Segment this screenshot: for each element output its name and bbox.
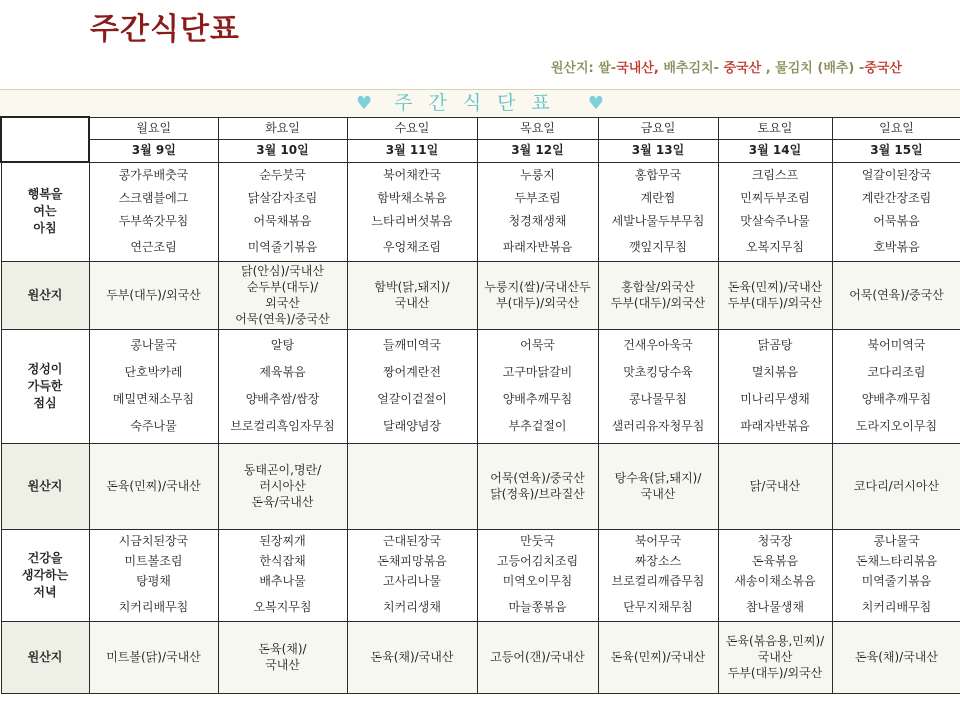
lunch_origin-cell [347,443,477,529]
menu-item: 미트볼조림 [124,554,183,568]
origin-text: 고등어(갠)/국내산 [490,650,585,664]
origin-text: 동태곤이,명란/ [243,463,322,477]
menu-item: 만둣국 [520,534,555,548]
lunch-menu-cell [218,329,347,443]
origin-text: 돈육(채)/국내산 [370,650,454,664]
lunch_origin-cell [218,443,347,529]
lunch_origin-label: 원산지 [1,443,89,529]
origin-text: 두부(대두)/외국산 [106,288,201,302]
dinner_origin-cell [89,621,218,693]
menu-item: 고등어김치조림 [496,554,579,568]
menu-item: 돈육볶음 [751,554,799,568]
origin-note-water-kimchi-prefix: , 물김치 (배추) - [761,61,865,76]
menu-item: 미역줄기볶음 [247,240,318,254]
menu-item: 양배추깨무침 [502,392,573,406]
menu-item: 스크램블에그 [118,191,189,205]
origin-note-water-kimchi-origin: 중국산 [864,61,902,76]
day-header: 금요일 [598,117,718,139]
date-header: 3월 14일 [718,139,832,162]
origin-text: 돈육(민찌)/국내산 [610,650,706,664]
menu-item: 북어미역국 [867,338,926,352]
origin-text: 홍합살/외국산 [621,280,695,294]
origin-text: 돈육(볶음용,민찌)/ [725,634,825,648]
menu-item: 콩나물무침 [629,392,687,406]
menu-item: 된장찌개 [259,534,306,548]
date-header: 3월 13일 [598,139,718,162]
breakfast-label-line: 여는 [33,204,57,219]
breakfast_origin-cell [477,261,598,329]
breakfast-menu-cell [218,162,347,261]
lunch-label [1,329,89,443]
origin-text: 국내산 [757,650,793,664]
dinner-label-line: 건강을 [27,550,63,565]
menu-item: 참나물생채 [746,600,804,614]
origin-text: 돈육(민찌)/국내산 [106,479,201,493]
dinner_origin-row [1,621,960,693]
dinner_origin-cell [598,621,718,693]
menu-item: 미나리무생채 [740,392,810,406]
origin-text: 닭(정육)/브라질산 [490,487,585,501]
menu-item: 숙주나물 [130,419,177,433]
menu-item: 콩나물국 [130,338,177,352]
menu-item: 파래자반볶음 [740,419,810,433]
origin-note-kimchi-origin: 중국산 [723,61,762,76]
menu-item: 순두붓국 [259,168,306,182]
lunch-menu-cell [347,329,477,443]
lunch-row [1,329,960,443]
breakfast-row [1,162,960,261]
dinner-label [1,529,89,621]
weekly-menu-banner [0,89,960,118]
origin-text: 국내산 [394,296,430,310]
menu-item: 우엉채조림 [383,240,441,254]
breakfast-menu-cell [598,162,718,261]
dinner_origin-cell [718,621,832,693]
origin-text: 국내산 [640,487,676,501]
origin-text: 러시아산 [259,479,306,493]
day-header: 화요일 [218,117,347,139]
lunch_origin-cell [477,443,598,529]
lunch-label-line: 정성이 [27,361,63,376]
breakfast_origin-row [1,261,960,329]
breakfast-menu-cell [718,162,832,261]
lunch_origin-row [1,443,960,529]
breakfast-menu-cell [832,162,960,261]
menu-item: 파래자반볶음 [502,240,573,254]
menu-table [0,116,960,694]
menu-item: 치커리배무침 [861,600,932,614]
origin-text: 돈육(민찌)/국내산 [727,280,823,294]
breakfast-label-line: 아침 [33,221,57,236]
dinner-menu-cell [718,529,832,621]
menu-item: 브로컬리깨즙무침 [611,574,705,588]
menu-item: 치커리생채 [383,600,441,614]
day-row [1,117,960,139]
breakfast-label-line: 행복을 [27,187,63,202]
date-header: 3월 12일 [477,139,598,162]
lunch_origin-cell [718,443,832,529]
banner-title: 주간식단표 [394,92,566,114]
page-title: 주간식단표 [90,12,240,47]
menu-item: 맛초킹당수육 [623,365,693,379]
menu-item: 코다리조림 [867,365,926,379]
origin-text: 어묵(연육)/중국산 [490,471,585,485]
menu-item: 단호박카레 [124,365,183,379]
day-header: 토요일 [718,117,832,139]
menu-item: 청경채생채 [508,214,567,228]
origin-text: 어묵(연육)/중국산 [235,312,330,326]
lunch-menu-cell [477,329,598,443]
dinner-menu-cell [89,529,218,621]
breakfast-menu-cell [347,162,477,261]
menu-item: 미역오이무침 [502,574,573,588]
menu-item: 돈채피망볶음 [377,554,447,568]
date-header: 3월 15일 [832,139,960,162]
origin-text: 돈육/국내산 [251,495,314,509]
menu-item: 달래양념장 [383,419,441,433]
origin-text: 돈육(채)/ [258,642,307,656]
breakfast-label [1,162,89,261]
menu-item: 배추나물 [259,574,306,588]
origin-text: 부(대두)/외국산 [496,296,579,310]
menu-item: 샐러리유자청무침 [611,419,705,433]
corner-cell [1,117,89,162]
dinner_origin-cell [477,621,598,693]
menu-item: 오복지무침 [746,240,804,254]
menu-item: 깻잎지무침 [629,240,687,254]
origin-text: 누룽지(쌀)/국내산두 [484,280,591,294]
dinner-menu-cell [598,529,718,621]
menu-item: 치커리배무침 [118,600,189,614]
dinner-menu-cell [347,529,477,621]
dinner-menu-cell [477,529,598,621]
breakfast_origin-cell [218,261,347,329]
origin-text: 닭(안심)/국내산 [241,264,324,278]
menu-item: 알탕 [270,338,295,352]
menu-item: 계란찜 [640,191,676,205]
menu-item: 맛살숙주나물 [740,214,810,228]
menu-item: 얼갈이겉절이 [377,392,447,406]
lunch-menu-cell [598,329,718,443]
menu-item: 닭살감자조림 [247,191,318,205]
origin-text: 외국산 [265,296,300,310]
breakfast_origin-cell [89,261,218,329]
origin-text: 함박(닭,돼지)/ [374,280,450,294]
menu-item: 두부조림 [514,191,561,205]
dinner-menu-cell [218,529,347,621]
origin-note-rice-origin: 국내산, [616,61,659,76]
lunch-label-line: 가득한 [27,378,63,393]
origin-text: 탕수육(닭,돼지)/ [614,471,702,485]
menu-item: 브로컬리흑임자무침 [230,419,335,433]
date-row [1,139,960,162]
menu-item: 크림스프 [751,168,799,182]
heart-icon: ♥ [587,93,605,114]
menu-item: 고사리나물 [383,574,441,588]
breakfast-menu-cell [477,162,598,261]
origin-text: 닭/국내산 [749,479,801,493]
date-header: 3월 10일 [218,139,347,162]
breakfast_origin-cell [347,261,477,329]
menu-item: 돈채느타리볶음 [855,554,938,568]
date-header: 3월 11일 [347,139,477,162]
origin-text: 미트볼(닭)/국내산 [106,650,201,664]
origin-text: 두부(대두)/외국산 [610,296,706,310]
menu-item: 근대된장국 [383,534,441,548]
lunch-menu-cell [89,329,218,443]
breakfast_origin-cell [832,261,960,329]
menu-item: 호박볶음 [873,240,920,254]
menu-item: 어묵볶음 [873,214,920,228]
dinner-label-line: 저녁 [33,584,57,599]
dinner-row [1,529,960,621]
menu-item: 제육볶음 [259,365,306,379]
menu-item: 들깨미역국 [383,338,441,352]
lunch_origin-cell [598,443,718,529]
menu-item: 두부쑥갓무침 [118,214,189,228]
breakfast_origin-cell [598,261,718,329]
menu-item: 메밀면채소무침 [112,392,195,406]
menu-item: 멸치볶음 [751,365,799,379]
origin-text: 돈육(채)/국내산 [855,650,938,664]
breakfast_origin-label: 원산지 [1,261,89,329]
menu-item: 홍합무국 [634,168,682,182]
origin-note-rice-prefix: 원산지: 쌀- [550,61,617,76]
lunch-menu-cell [832,329,960,443]
menu-item: 시금치된장국 [118,534,189,548]
menu-item: 느타리버섯볶음 [371,214,453,228]
menu-item: 북어무국 [634,534,682,548]
day-header: 월요일 [89,117,218,139]
date-header: 3월 9일 [89,139,218,162]
menu-item: 세발나물두부무침 [611,214,705,228]
menu-item: 한식잡채 [259,554,306,568]
menu-item: 콩나물국 [873,534,920,548]
menu-item: 건새우아욱국 [623,338,693,352]
origin-text: 두부(대두)/외국산 [727,666,823,680]
menu-item: 어묵채볶음 [253,214,312,228]
origin-text: 어묵(연육)/중국산 [849,288,944,302]
lunch_origin-cell [832,443,960,529]
menu-item: 탕평채 [136,574,171,588]
breakfast_origin-cell [718,261,832,329]
menu-item: 짜장소스 [634,554,682,568]
menu-item: 닭곰탕 [757,338,793,352]
dinner_origin-cell [218,621,347,693]
menu-item: 연근조림 [130,240,177,254]
menu-item: 고구마닭갈비 [502,365,573,379]
menu-item: 미역줄기볶음 [861,574,932,588]
origin-text: 순두부(대두)/ [246,280,319,294]
menu-item: 민찌두부조림 [740,191,810,205]
origin-note-kimchi-prefix: 배추김치- [658,61,724,76]
menu-item: 오복지무침 [253,600,312,614]
menu-item: 콩가루배춧국 [118,168,189,182]
menu-item: 새송이채소볶음 [734,574,816,588]
breakfast-menu-cell [89,162,218,261]
origin-note [551,57,902,76]
menu-item: 마늘쫑볶음 [508,600,567,614]
menu-item: 단무지채무침 [623,600,693,614]
day-header: 목요일 [477,117,598,139]
origin-text: 국내산 [265,658,300,672]
menu-item: 어묵국 [520,338,555,352]
menu-item: 양배추깨무침 [861,392,932,406]
dinner-label-line: 생각하는 [21,567,69,582]
dinner-menu-cell [832,529,960,621]
menu-item: 짱어계란전 [383,365,441,379]
menu-item: 부추겉절이 [508,419,567,433]
menu-item: 계란간장조림 [861,191,932,205]
dinner_origin-label: 원산지 [1,621,89,693]
lunch_origin-cell [89,443,218,529]
origin-text: 두부(대두)/외국산 [727,296,823,310]
dinner_origin-cell [347,621,477,693]
lunch-menu-cell [718,329,832,443]
menu-item: 양배추쌈/쌈장 [245,392,320,406]
lunch-label-line: 점심 [33,395,57,410]
menu-item: 청국장 [757,534,793,548]
day-header: 일요일 [832,117,960,139]
day-header: 수요일 [347,117,477,139]
menu-item: 북어채칸국 [383,168,441,182]
menu-item: 얼갈이된장국 [861,168,932,182]
menu-item: 함박채소볶음 [377,191,447,205]
origin-text: 코다리/러시아산 [853,479,940,493]
dinner_origin-cell [832,621,960,693]
heart-icon: ♥ [355,93,373,114]
menu-item: 누룽지 [520,168,555,182]
menu-item: 도라지오이무침 [855,419,938,433]
